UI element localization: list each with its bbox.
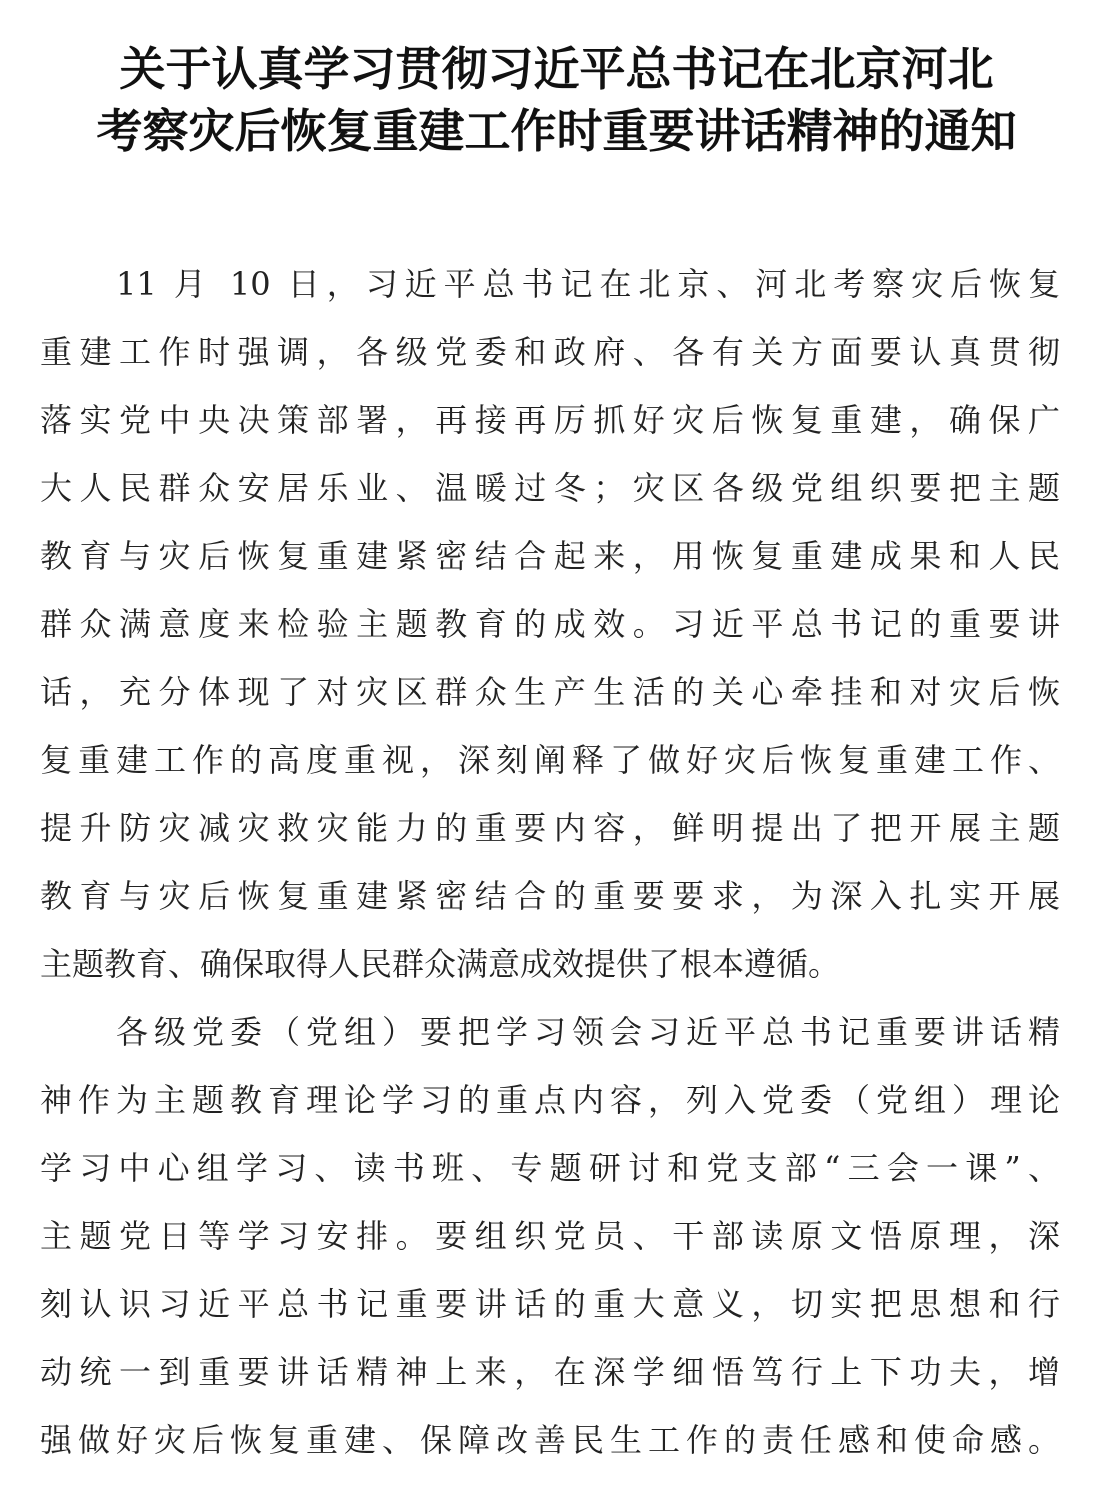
paragraph-line: 群众满意度来检验主题教育的成效。习近平总书记的重要讲 bbox=[40, 605, 1060, 643]
paragraph-line: 主题教育、确保取得人民群众满意成效提供了根本遵循。 bbox=[40, 945, 841, 983]
paragraph-line: 强做好灾后恢复重建、保障改善民生工作的责任感和使命感。 bbox=[40, 1421, 1060, 1459]
paragraph-line: 各级党委（党组）要把学习领会习近平总书记重要讲话精 bbox=[116, 1013, 1060, 1051]
paragraph-line: 主题党日等学习安排。要组织党员、干部读原文悟原理，深 bbox=[40, 1217, 1060, 1255]
title-line-1: 关于认真学习贯彻习近平总书记在北京河北 bbox=[119, 42, 994, 96]
paragraph-line: 落实党中央决策部署，再接再厉抓好灾后恢复重建，确保广 bbox=[40, 401, 1060, 439]
paragraph-line: 教育与灾后恢复重建紧密结合起来，用恢复重建成果和人民 bbox=[40, 537, 1060, 575]
paragraph-1 bbox=[40, 250, 1060, 998]
paragraph-line: 重建工作时强调，各级党委和政府、各有关方面要认真贯彻 bbox=[40, 333, 1060, 371]
paragraph-line: 11 月 10 日，习近平总书记在北京、河北考察灾后恢复 bbox=[116, 265, 1060, 303]
paragraph-2 bbox=[40, 998, 1060, 1474]
document-title bbox=[0, 38, 1113, 162]
paragraph-line: 大人民群众安居乐业、温暖过冬；灾区各级党组织要把主题 bbox=[40, 469, 1060, 507]
paragraph-line: 学习中心组学习、读书班、专题研讨和党支部“三会一课”、 bbox=[40, 1149, 1060, 1187]
paragraph-line: 话，充分体现了对灾区群众生产生活的关心牵挂和对灾后恢 bbox=[40, 673, 1060, 711]
paragraph-line: 教育与灾后恢复重建紧密结合的重要要求，为深入扎实开展 bbox=[40, 877, 1060, 915]
document-body bbox=[40, 250, 1060, 1474]
paragraph-line: 神作为主题教育理论学习的重点内容，列入党委（党组）理论 bbox=[40, 1081, 1060, 1119]
title-line-2: 考察灾后恢复重建工作时重要讲话精神的通知 bbox=[96, 104, 1017, 158]
paragraph-line: 提升防灾减灾救灾能力的重要内容，鲜明提出了把开展主题 bbox=[40, 809, 1060, 847]
paragraph-line: 复重建工作的高度重视，深刻阐释了做好灾后恢复重建工作、 bbox=[40, 741, 1060, 779]
paragraph-line: 动统一到重要讲话精神上来，在深学细悟笃行上下功夫，增 bbox=[40, 1353, 1060, 1391]
paragraph-line: 刻认识习近平总书记重要讲话的重大意义，切实把思想和行 bbox=[40, 1285, 1060, 1323]
